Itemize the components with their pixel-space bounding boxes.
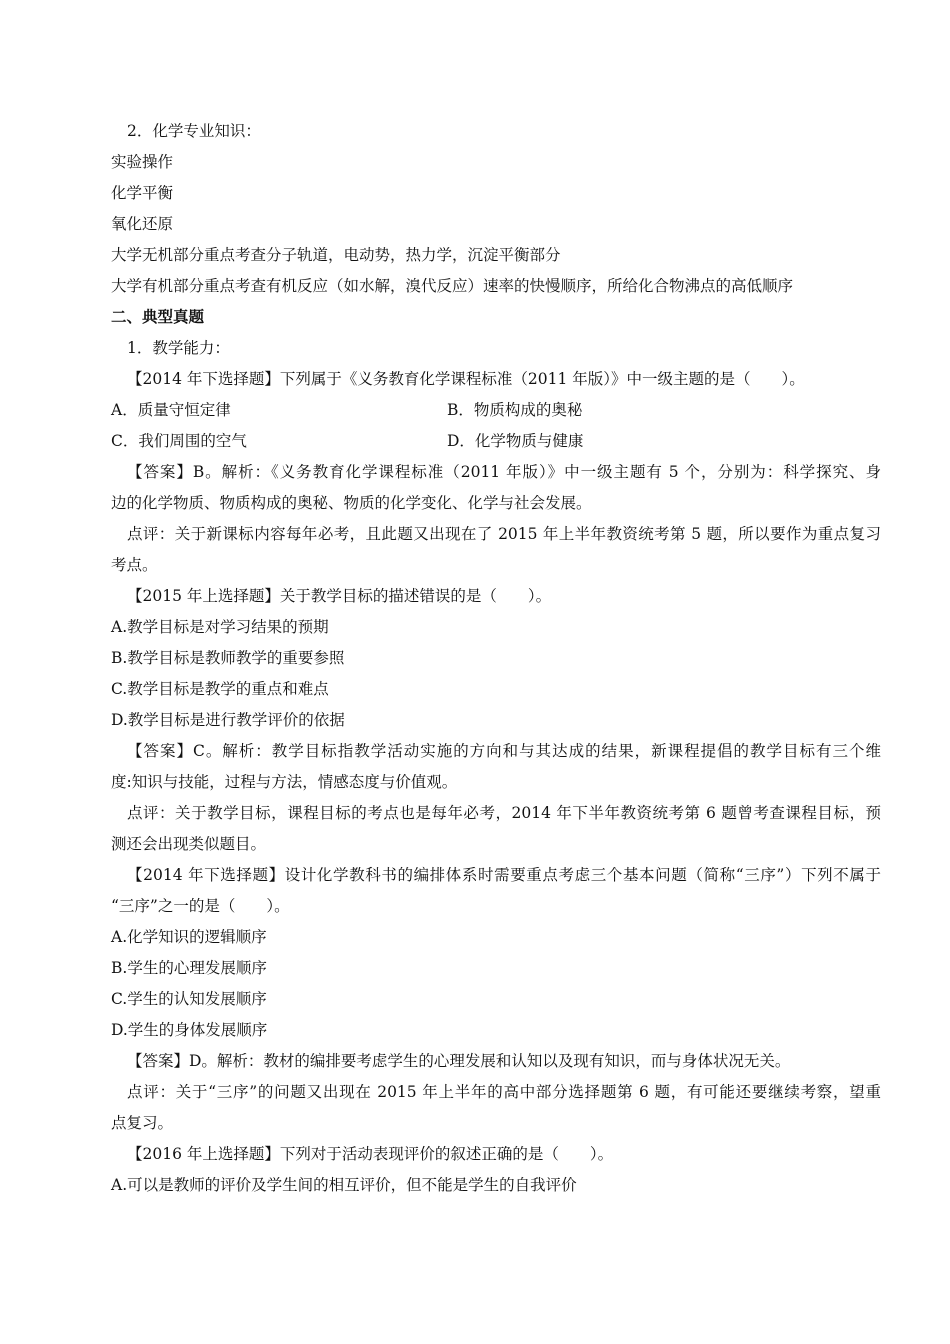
- option-b: B.教学目标是教师教学的重要参照: [111, 649, 345, 667]
- option-d: D.教学目标是进行教学评价的依据: [111, 711, 345, 729]
- option-d: D.学生的身体发展顺序: [111, 1021, 268, 1039]
- option-c: C．我们周围的空气: [111, 432, 247, 450]
- answer-text: 【答案】C。解析：教学目标指教学活动实施的方向和与其达成的结果，新课程提倡的教学目标有三个维: [127, 742, 881, 760]
- option-a: A.教学目标是对学习结果的预期: [111, 618, 329, 636]
- knowledge-heading: 2．化学专业知识：: [127, 122, 261, 140]
- option-a: A.可以是教师的评价及学生间的相互评价，但不能是学生的自我评价: [111, 1176, 577, 1194]
- comment-text-cont: 考点。: [111, 556, 158, 574]
- question-stem: 【2014 年下选择题】下列属于《义务教育化学课程标准（2011 年版）》中一级主题的是（ ）。: [127, 370, 805, 388]
- knowledge-item: 大学无机部分重点考查分子轨道，电动势，热力学，沉淀平衡部分: [111, 246, 561, 264]
- question-stem: 【2016 年上选择题】下列对于活动表现评价的叙述正确的是（ ）。: [127, 1145, 614, 1163]
- knowledge-item: 化学平衡: [111, 184, 174, 202]
- knowledge-item: 实验操作: [111, 153, 174, 171]
- comment-text: 点评：关于新课标内容每年必考，且此题又出现在了 2015 年上半年教资统考第 5 题，所以要作为重点复习: [127, 525, 881, 543]
- option-d: D．化学物质与健康: [447, 432, 584, 450]
- answer-text-cont: 度:知识与技能，过程与方法，情感态度与价值观。: [111, 773, 458, 791]
- knowledge-item: 大学有机部分重点考查有机反应（如水解，溴代反应）速率的快慢顺序，所给化合物沸点的高低顺序: [111, 277, 794, 295]
- question-stem-cont: “三序”之一的是（ ）。: [111, 897, 290, 915]
- comment-text-cont: 测还会出现类似题目。: [111, 835, 267, 853]
- knowledge-item: 氧化还原: [111, 215, 174, 233]
- option-c: C.学生的认知发展顺序: [111, 990, 267, 1008]
- option-b: B.学生的心理发展顺序: [111, 959, 267, 977]
- answer-text-cont: 边的化学物质、物质构成的奥秘、物质的化学变化、化学与社会发展。: [111, 494, 592, 512]
- answer-text: 【答案】D。解析：教材的编排要考虑学生的心理发展和认知以及现有知识，而与身体状况无关。: [127, 1052, 791, 1070]
- sub-heading: 1．教学能力：: [127, 339, 230, 357]
- option-a: A．质量守恒定律: [111, 401, 231, 419]
- option-b: B．物质构成的奥秘: [447, 401, 583, 419]
- comment-text: 点评：关于“三序”的问题又出现在 2015 年上半年的高中部分选择题第 6 题，有可能还要继续考察，望重: [127, 1083, 881, 1101]
- answer-text: 【答案】B。解析：《义务教育化学课程标准（2011 年版）》中一级主题有 5 个，分别为：科学探究、身: [127, 463, 881, 481]
- section-heading: 二、典型真题: [111, 307, 205, 326]
- question-stem: 【2015 年上选择题】关于教学目标的描述错误的是（ ）。: [127, 587, 552, 605]
- comment-text-cont: 点复习。: [111, 1114, 174, 1132]
- option-c: C.教学目标是教学的重点和难点: [111, 680, 329, 698]
- comment-text: 点评：关于教学目标，课程目标的考点也是每年必考，2014 年下半年教资统考第 6 题曾考查课程目标，预: [127, 804, 881, 822]
- option-a: A.化学知识的逻辑顺序: [111, 928, 267, 946]
- question-stem: 【2014 年下选择题】设计化学教科书的编排体系时需要重点考虑三个基本问题（简称“三序”）下列不属于: [127, 866, 881, 884]
